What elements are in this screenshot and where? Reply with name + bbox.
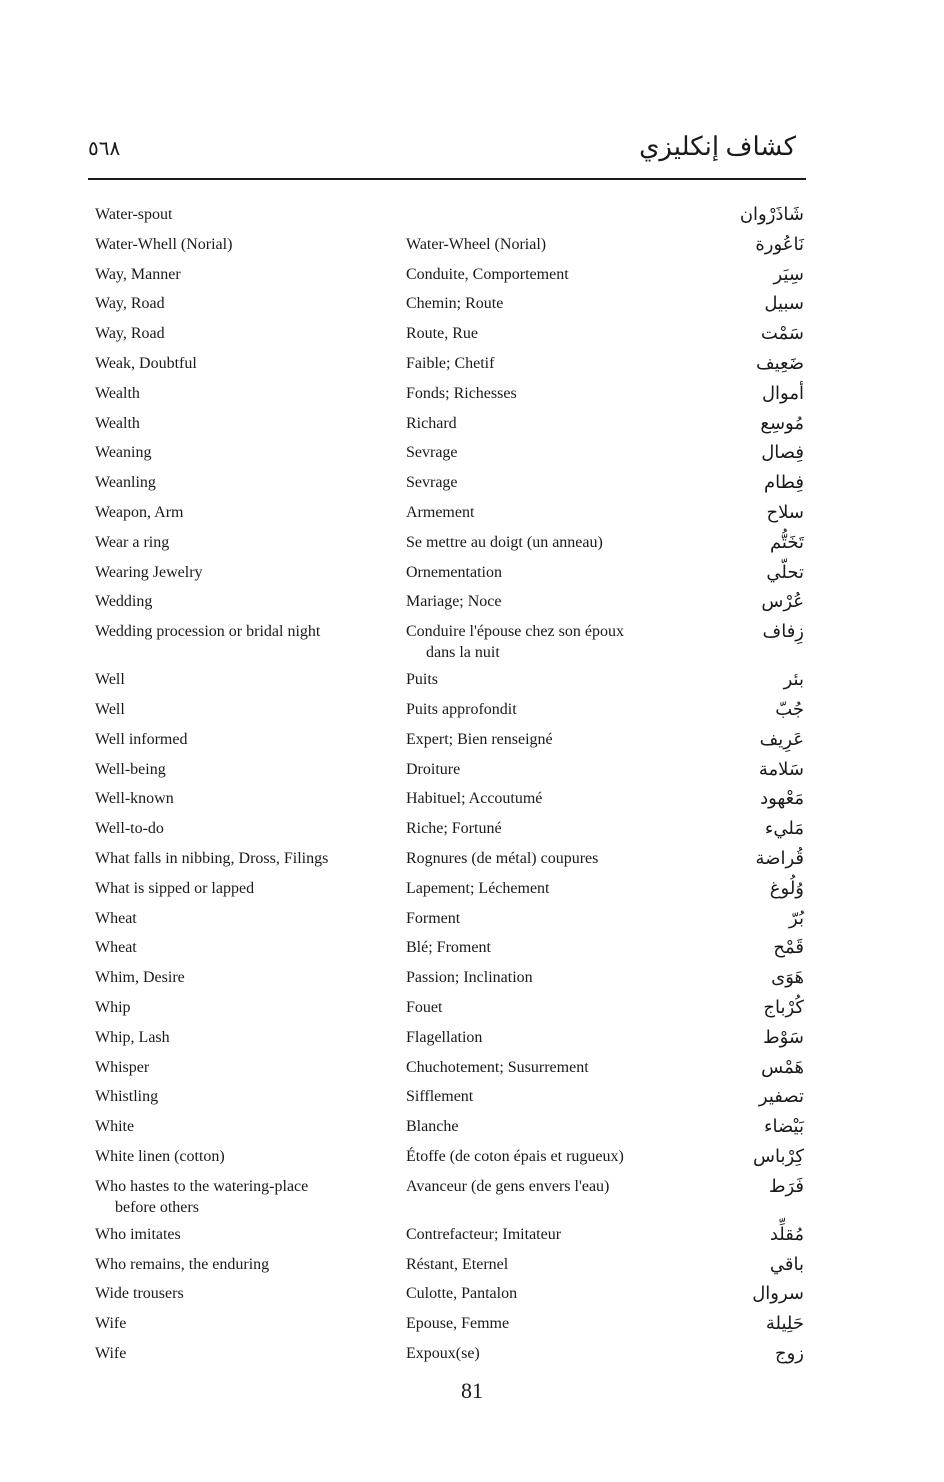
- entry-arabic: سبيل: [764, 293, 804, 315]
- entry-french: [406, 1254, 676, 1275]
- entry-french: [406, 1146, 676, 1167]
- glossary-entry: [0, 1339, 944, 1369]
- entry-arabic: عَرِيف: [759, 728, 804, 750]
- entry-english: [95, 878, 385, 899]
- entry-english-text: What is sipped or lapped: [95, 879, 255, 897]
- header-page-number-arabic: ٥٦٨: [88, 138, 121, 160]
- entry-french: [406, 1283, 676, 1304]
- entry-french-text: Forment: [406, 909, 461, 927]
- entry-french: [406, 967, 676, 988]
- glossary-entry: [0, 993, 944, 1023]
- glossary-entry: [0, 319, 944, 349]
- entry-english: [95, 323, 385, 344]
- entry-arabic: سِيَر: [773, 263, 804, 285]
- entry-french-text: Blé; Froment: [406, 939, 491, 957]
- entry-english-continuation: before others: [115, 1198, 199, 1216]
- entry-english-text: Weak, Doubtful: [95, 354, 197, 372]
- glossary-entries: [0, 200, 944, 1369]
- entry-english: [95, 562, 385, 583]
- glossary-entry: [0, 379, 944, 409]
- entry-french: [406, 759, 676, 780]
- entry-french-text: Conduire l'épouse chez son époux: [406, 623, 624, 641]
- entry-french-continuation: dans la nuit: [426, 644, 500, 662]
- entry-english: [95, 818, 385, 839]
- entry-french: [406, 997, 676, 1018]
- entry-english-text: White linen (cotton): [95, 1147, 225, 1165]
- glossary-entry: [0, 904, 944, 934]
- entry-english: [95, 621, 385, 642]
- glossary-entry: [0, 230, 944, 260]
- glossary-entry: [0, 558, 944, 588]
- entry-english-text: Weapon, Arm: [95, 503, 184, 521]
- entry-english-text: Way, Road: [95, 295, 165, 313]
- entry-french: [406, 1086, 676, 1107]
- entry-french: [406, 699, 676, 720]
- entry-arabic: تصفير: [758, 1086, 804, 1108]
- entry-french: [406, 1313, 676, 1334]
- entry-arabic: زوج: [774, 1342, 804, 1364]
- glossary-entry: [0, 874, 944, 904]
- glossary-entry: [0, 498, 944, 528]
- entry-english-text: Wealth: [95, 384, 140, 402]
- entry-english: [95, 1224, 385, 1245]
- entry-english-text: Whim, Desire: [95, 969, 185, 987]
- entry-english: [95, 383, 385, 404]
- glossary-entry: [0, 200, 944, 230]
- entry-french: [406, 1224, 676, 1245]
- glossary-entry: [0, 349, 944, 379]
- entry-arabic: مَليء: [764, 818, 804, 840]
- entry-arabic: حَلِيلة: [765, 1313, 804, 1335]
- entry-french: [406, 818, 676, 839]
- entry-french-text: Expert; Bien renseigné: [406, 730, 553, 748]
- entry-english: [95, 264, 385, 285]
- entry-french-text: Epouse, Femme: [406, 1315, 510, 1333]
- entry-english: [95, 669, 385, 690]
- entry-french-text: Faible; Chetif: [406, 354, 495, 372]
- entry-french-text: Expoux(se): [406, 1344, 480, 1362]
- entry-english: [95, 788, 385, 809]
- entry-english: [95, 1116, 385, 1137]
- entry-english-text: Whip: [95, 998, 131, 1016]
- entry-english-text: Wealth: [95, 414, 140, 432]
- entry-french: [406, 1027, 676, 1048]
- entry-arabic: عُرْس: [761, 591, 804, 613]
- entry-english-text: Well-to-do: [95, 820, 164, 838]
- entry-english: [95, 502, 385, 523]
- entry-french-text: Fouet: [406, 998, 443, 1016]
- entry-arabic: تَخَتُّم: [769, 531, 804, 553]
- glossary-entry: [0, 1309, 944, 1339]
- glossary-entry: [0, 468, 944, 498]
- entry-arabic: وُلُوغ: [769, 877, 804, 899]
- entry-arabic: سَوْط: [762, 1026, 804, 1048]
- glossary-entry: [0, 695, 944, 725]
- entry-arabic: فَرَط: [768, 1175, 804, 1197]
- glossary-entry: [0, 1279, 944, 1309]
- entry-english-text: Whistling: [95, 1088, 159, 1106]
- glossary-entry: [0, 814, 944, 844]
- glossary-entry: [0, 438, 944, 468]
- entry-english-text: Wedding procession or bridal night: [95, 623, 321, 641]
- entry-arabic: بُرّ: [789, 907, 804, 929]
- entry-english: [95, 532, 385, 553]
- entry-french: [406, 591, 676, 612]
- entry-english-text: Wear a ring: [95, 533, 170, 551]
- entry-french: [406, 234, 676, 255]
- entry-english-text: Well: [95, 700, 125, 718]
- page-title: كشاف إنكليزي: [639, 132, 796, 161]
- entry-arabic: مَعْهود: [760, 788, 804, 810]
- entry-french: [406, 848, 676, 869]
- entry-french: [406, 383, 676, 404]
- glossary-entry: [0, 844, 944, 874]
- glossary-entry: [0, 933, 944, 963]
- entry-french-text: Route, Rue: [406, 325, 478, 343]
- entry-english: [95, 1313, 385, 1334]
- glossary-entry: [0, 755, 944, 785]
- glossary-entry: [0, 963, 944, 993]
- entry-english-text: Well-being: [95, 760, 166, 778]
- entry-english: [95, 472, 385, 493]
- glossary-entry: [0, 1220, 944, 1250]
- entry-arabic: هَوَى: [771, 967, 804, 989]
- entry-arabic: تحلّي: [766, 561, 804, 583]
- entry-english: [95, 353, 385, 374]
- entry-english-text: Way, Road: [95, 325, 165, 343]
- entry-french-text: Rognures (de métal) coupures: [406, 849, 599, 867]
- entry-english-text: Water-Whell (Norial): [95, 235, 233, 253]
- entry-english: [95, 848, 385, 869]
- entry-french: [406, 532, 676, 553]
- header-rule: [88, 178, 806, 180]
- entry-english-text: Wife: [95, 1315, 127, 1333]
- entry-french: [406, 1343, 676, 1364]
- entry-french-text: Puits approfondit: [406, 700, 517, 718]
- entry-arabic: سَمْت: [760, 323, 804, 345]
- entry-english: [95, 293, 385, 314]
- entry-arabic: فِصال: [761, 442, 804, 464]
- entry-french-text: Se mettre au doigt (un anneau): [406, 533, 603, 551]
- entry-english-text: Way, Manner: [95, 265, 181, 283]
- entry-arabic: جُبّ: [775, 698, 804, 720]
- glossary-entry: [0, 617, 944, 665]
- entry-english-text: Who hastes to the watering-place: [95, 1177, 309, 1195]
- entry-english-text: Whisper: [95, 1058, 150, 1076]
- entry-french-text: Puits: [406, 671, 439, 689]
- entry-french-text: Passion; Inclination: [406, 969, 533, 987]
- entry-french-text: Habituel; Accoutumé: [406, 790, 543, 808]
- glossary-entry: [0, 725, 944, 755]
- glossary-entry: [0, 260, 944, 290]
- entry-french: [406, 621, 676, 663]
- glossary-entry: [0, 1250, 944, 1280]
- entry-english: [95, 413, 385, 434]
- entry-english: [95, 908, 385, 929]
- entry-french-text: Flagellation: [406, 1028, 483, 1046]
- entry-english-text: Whip, Lash: [95, 1028, 170, 1046]
- entry-arabic: شَاذَرْوان: [739, 204, 804, 225]
- entry-arabic: نَاعُورة: [755, 233, 804, 255]
- glossary-entry: [0, 784, 944, 814]
- entry-french-text: Ornementation: [406, 563, 502, 581]
- entry-french: [406, 1116, 676, 1137]
- entry-english: [95, 1176, 385, 1218]
- entry-french: [406, 788, 676, 809]
- entry-arabic: بئر: [783, 669, 804, 691]
- entry-french: [406, 878, 676, 899]
- entry-french-text: Sevrage: [406, 444, 458, 462]
- entry-arabic: ضَعِيف: [755, 352, 804, 374]
- entry-french-text: Water-Wheel (Norial): [406, 235, 547, 253]
- glossary-entry: [0, 1023, 944, 1053]
- entry-french-text: Chemin; Route: [406, 295, 504, 313]
- footer-page-number: 81: [461, 1378, 483, 1403]
- entry-english-text: Who imitates: [95, 1225, 181, 1243]
- entry-arabic: مُقلِّد: [769, 1223, 804, 1245]
- entry-french-text: Fonds; Richesses: [406, 384, 517, 402]
- entry-english: [95, 1146, 385, 1167]
- entry-english: [95, 967, 385, 988]
- entry-french-text: Sifflement: [406, 1088, 474, 1106]
- entry-french: [406, 669, 676, 690]
- entry-french: [406, 502, 676, 523]
- entry-arabic: قَمْح: [773, 937, 804, 959]
- entry-french-text: Mariage; Noce: [406, 593, 502, 611]
- entry-english: [95, 1343, 385, 1364]
- entry-english-text: White: [95, 1118, 135, 1136]
- entry-arabic: فِطام: [764, 472, 804, 494]
- entry-english: [95, 1283, 385, 1304]
- entry-english: [95, 234, 385, 255]
- entry-french: [406, 729, 676, 750]
- glossary-entry: [0, 289, 944, 319]
- entry-french: [406, 937, 676, 958]
- entry-english: [95, 204, 385, 225]
- entry-french-text: Réstant, Eternel: [406, 1255, 509, 1273]
- entry-french: [406, 264, 676, 285]
- glossary-entry: [0, 1112, 944, 1142]
- entry-english-text: Well: [95, 671, 125, 689]
- entry-english-text: What falls in nibbing, Dross, Filings: [95, 849, 329, 867]
- glossary-entry: [0, 409, 944, 439]
- entry-french: [406, 1176, 676, 1197]
- entry-french-text: Conduite, Comportement: [406, 265, 569, 283]
- entry-arabic: هَمْس: [761, 1056, 804, 1078]
- entry-arabic: سلاح: [766, 501, 804, 523]
- entry-english-text: Weaning: [95, 444, 152, 462]
- entry-arabic: أموال: [761, 382, 804, 404]
- entry-english: [95, 1254, 385, 1275]
- entry-english-text: Wearing Jewelry: [95, 563, 203, 581]
- entry-french-text: Culotte, Pantalon: [406, 1285, 518, 1303]
- entry-arabic: قُراضة: [755, 847, 804, 869]
- entry-english: [95, 442, 385, 463]
- entry-english: [95, 937, 385, 958]
- entry-english: [95, 699, 385, 720]
- entry-english: [95, 1057, 385, 1078]
- entry-english-text: Well informed: [95, 730, 188, 748]
- entry-english: [95, 591, 385, 612]
- entry-arabic: كِرْباس: [753, 1145, 804, 1167]
- entry-english-text: Wedding: [95, 593, 153, 611]
- entry-english-text: Wheat: [95, 909, 137, 927]
- entry-english: [95, 1027, 385, 1048]
- glossary-entry: [0, 528, 944, 558]
- entry-english-text: Wheat: [95, 939, 137, 957]
- entry-french: [406, 293, 676, 314]
- entry-french-text: Avanceur (de gens envers l'eau): [406, 1177, 610, 1195]
- entry-english-text: Water-spout: [95, 206, 173, 223]
- entry-english-text: Weanling: [95, 474, 156, 492]
- entry-french: [406, 1057, 676, 1078]
- entry-french-text: Armement: [406, 503, 475, 521]
- entry-english: [95, 759, 385, 780]
- glossary-entry: [0, 665, 944, 695]
- entry-english-text: Who remains, the enduring: [95, 1255, 270, 1273]
- glossary-entry: [0, 1053, 944, 1083]
- entry-arabic: سروال: [752, 1283, 804, 1305]
- entry-french: [406, 908, 676, 929]
- entry-arabic: بَيْضاء: [764, 1116, 804, 1138]
- glossary-entry: [0, 1142, 944, 1172]
- glossary-entry: [0, 1172, 944, 1220]
- entry-french: [406, 472, 676, 493]
- entry-french-text: Droiture: [406, 760, 461, 778]
- glossary-entry: [0, 587, 944, 617]
- entry-french-text: Lapement; Léchement: [406, 879, 550, 897]
- glossary-entry: [0, 1082, 944, 1112]
- entry-french-text: Riche; Fortuné: [406, 820, 502, 838]
- entry-arabic: مُوسِع: [760, 412, 804, 434]
- entry-french: [406, 442, 676, 463]
- entry-english-text: Well-known: [95, 790, 174, 808]
- entry-arabic: باقي: [769, 1253, 804, 1275]
- entry-french-text: Blanche: [406, 1118, 459, 1136]
- entry-english-text: Wife: [95, 1344, 127, 1362]
- entry-english: [95, 997, 385, 1018]
- entry-arabic: سَلامة: [758, 758, 804, 780]
- entry-english-text: Wide trousers: [95, 1285, 184, 1303]
- entry-french: [406, 562, 676, 583]
- entry-english: [95, 1086, 385, 1107]
- entry-french: [406, 413, 676, 434]
- entry-french-text: Étoffe (de coton épais et rugueux): [406, 1147, 624, 1165]
- entry-french-text: Contrefacteur; Imitateur: [406, 1225, 562, 1243]
- entry-french-text: Richard: [406, 414, 457, 432]
- entry-french-text: Sevrage: [406, 474, 458, 492]
- entry-arabic: زِفاف: [762, 621, 804, 643]
- entry-english: [95, 729, 385, 750]
- entry-arabic: كُرْباج: [763, 996, 804, 1018]
- entry-french: [406, 323, 676, 344]
- entry-french-text: Chuchotement; Susurrement: [406, 1058, 589, 1076]
- entry-french: [406, 353, 676, 374]
